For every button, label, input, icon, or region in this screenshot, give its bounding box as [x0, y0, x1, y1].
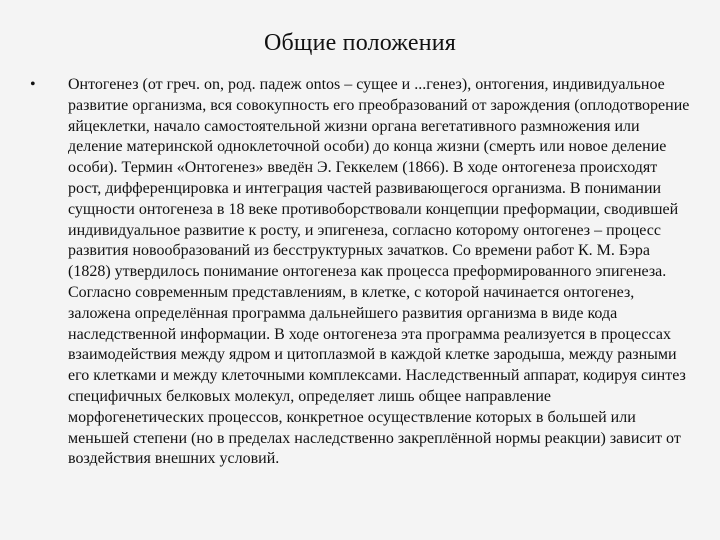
bullet-list	[30, 75, 690, 470]
bullet-item	[30, 75, 690, 470]
slide-title: Общие положения	[263, 30, 457, 56]
bullet-text: Онтогенез (от греч. on, род. падеж ontos – сущее и ...генез), онтогения, индивидуальное развитие организма, вся совокупность его преобразований от зарождения (оплодотворение яйцеклетки, начало самостоятельной жизни органа вегетативного размножения или деление материнской одноклеточной особи) до конца жизни (смерть или новое деление особи). Термин «Онтогенез» введён Э. Геккелем (1866). В ходе онтогенеза происходят рост, дифференцировка и интеграция частей развивающегося организма. В понимании сущности онтогенеза в 18 веке противоборствовали концепции преформации, сводившей индивидуальное развитие к росту, и эпигенеза, согласно которому онтогенез – процесс развития новообразований из бесструктурных зачатков. Со времени работ К. М. Бэра (1828) утвердилось понимание онтогенеза как процесса преформированного эпигенеза. Согласно современным представлениям, в клетке, с которой начинается онтогенез, заложена определённая программа дальнейшего развития организма в виде кода наследственной информации. В ходе онтогенеза эта программа реализуется в процессах взаимодействия между ядром и цитоплазмой в каждой клетке зародыша, между разными его клетками и между клеточными комплексами. Наследственный аппарат, кодируя синтез специфичных белковых молекул, определяет лишь общее направление морфогенетических процессов, конкретное осуществление которых в большей или меньшей степени (но в пределах наследственно закреплённой нормы реакции) зависит от воздействия внешних условий.	[68, 76, 690, 468]
bullet-dot-icon: •	[30, 76, 36, 93]
